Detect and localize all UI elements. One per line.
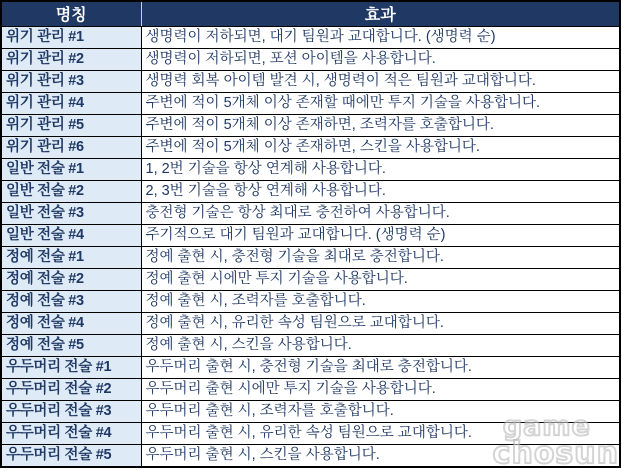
tactic-name-cell: 일반 전술 #1 bbox=[1, 158, 141, 180]
tactic-name-cell: 위기 관리 #5 bbox=[1, 114, 141, 136]
tactic-effect-cell: 2, 3번 기술을 항상 연계해 사용합니다. bbox=[141, 180, 620, 202]
tactic-name-cell: 위기 관리 #6 bbox=[1, 136, 141, 158]
tactic-effect-cell: 생명력이 저하되면, 대기 팀원과 교대합니다. (생명력 순) bbox=[141, 26, 620, 48]
tactic-effect-cell: 생명력 회복 아이템 발견 시, 생명력이 적은 팀원과 교대합니다. bbox=[141, 70, 620, 92]
table-row bbox=[1, 334, 620, 356]
table-row bbox=[1, 444, 620, 467]
table-row bbox=[1, 70, 620, 92]
tactic-name-cell: 우두머리 전술 #1 bbox=[1, 356, 141, 378]
tactic-effect-cell: 우두머리 출현 시, 충전형 기술을 최대로 충전합니다. bbox=[141, 356, 620, 378]
tactic-name-cell: 일반 전술 #3 bbox=[1, 202, 141, 224]
table-row bbox=[1, 268, 620, 290]
tactic-name-cell: 위기 관리 #3 bbox=[1, 70, 141, 92]
tactic-name-cell: 우두머리 전술 #4 bbox=[1, 422, 141, 444]
table-row bbox=[1, 158, 620, 180]
table-row bbox=[1, 378, 620, 400]
tactic-effect-cell: 정예 출현 시, 유리한 속성 팀원으로 교대합니다. bbox=[141, 312, 620, 334]
header-name-column: 명칭 bbox=[1, 1, 141, 26]
tactic-name-cell: 우두머리 전술 #3 bbox=[1, 400, 141, 422]
header-row bbox=[1, 1, 620, 26]
tactic-effect-cell: 정예 출현 시에만 투지 기술을 사용합니다. bbox=[141, 268, 620, 290]
tactic-effect-cell: 주변에 적이 5개체 이상 존재하면, 스킨을 사용합니다. bbox=[141, 136, 620, 158]
table-header bbox=[1, 1, 620, 26]
table-body bbox=[1, 26, 620, 471]
table-row bbox=[1, 48, 620, 70]
table-row bbox=[1, 312, 620, 334]
tactic-effect-cell: 정예 출현 시, 조력자를 호출합니다. bbox=[141, 290, 620, 312]
table-row bbox=[1, 290, 620, 312]
table-row bbox=[1, 92, 620, 114]
tactic-effect-cell: 정예 출현 시, 충전형 기술을 최대로 충전합니다. bbox=[141, 246, 620, 268]
tactic-effect-cell: 주변에 적이 5개체 이상 존재할 때에만 투지 기술을 사용합니다. bbox=[141, 92, 620, 114]
tactic-name-cell: 정예 전술 #3 bbox=[1, 290, 141, 312]
tactic-effect-cell: 우두머리 출현 시, 유리한 속성 팀원으로 교대합니다. bbox=[141, 422, 620, 444]
table-row bbox=[1, 356, 620, 378]
tactic-name-cell: 일반 전술 #4 bbox=[1, 224, 141, 246]
tactic-name-cell: 정예 전술 #2 bbox=[1, 268, 141, 290]
table-row bbox=[1, 246, 620, 268]
table-row bbox=[1, 114, 620, 136]
tactic-name-cell: 정예 전술 #5 bbox=[1, 334, 141, 356]
tactic-name-cell: 정예 전술 #4 bbox=[1, 312, 141, 334]
table-row bbox=[1, 422, 620, 444]
tactic-effect-cell: 우두머리 출현 시, 조력자를 호출합니다. bbox=[141, 400, 620, 422]
watermark-line2: chosun bbox=[492, 435, 619, 471]
table-row bbox=[1, 202, 620, 224]
tactic-effect-cell: 우두머리 출현 시에만 투지 기술을 사용합니다. bbox=[141, 378, 620, 400]
tactic-effect-cell: 생명력이 저하되면, 포션 아이템을 사용합니다. bbox=[141, 48, 620, 70]
table-row bbox=[1, 136, 620, 158]
header-effect-column: 효과 bbox=[141, 1, 620, 26]
tactic-name-cell: 우두머리 전술 #5 bbox=[1, 444, 141, 467]
tactic-name-cell: 위기 관리 #2 bbox=[1, 48, 141, 70]
tactic-name-cell: 정예 전술 #1 bbox=[1, 246, 141, 268]
table-row bbox=[1, 400, 620, 422]
tactic-effect-cell: 주기적으로 대기 팀원과 교대합니다. (생명력 순) bbox=[141, 224, 620, 246]
watermark-line1: game bbox=[502, 410, 591, 442]
tactic-name-cell: 우두머리 전술 #2 bbox=[1, 378, 141, 400]
tactic-effect-cell: 정예 출현 시, 스킨을 사용합니다. bbox=[141, 334, 620, 356]
tactic-name-cell: 위기 관리 #1 bbox=[1, 26, 141, 48]
tactic-effect-cell: 충전형 기술은 항상 최대로 충전하여 사용합니다. bbox=[141, 202, 620, 224]
tactic-name-cell: 위기 관리 #4 bbox=[1, 92, 141, 114]
table-row bbox=[1, 180, 620, 202]
table-row bbox=[1, 224, 620, 246]
tactic-effect-cell: 우두머리 출현 시, 스킨을 사용합니다. bbox=[141, 444, 620, 467]
tactic-name-cell: 일반 전술 #2 bbox=[1, 180, 141, 202]
tactic-effect-cell: 1, 2번 기술을 항상 연계해 사용합니다. bbox=[141, 158, 620, 180]
tactic-effect-cell: 주변에 적이 5개체 이상 존재하면, 조력자를 호출합니다. bbox=[141, 114, 620, 136]
table-row bbox=[1, 26, 620, 48]
